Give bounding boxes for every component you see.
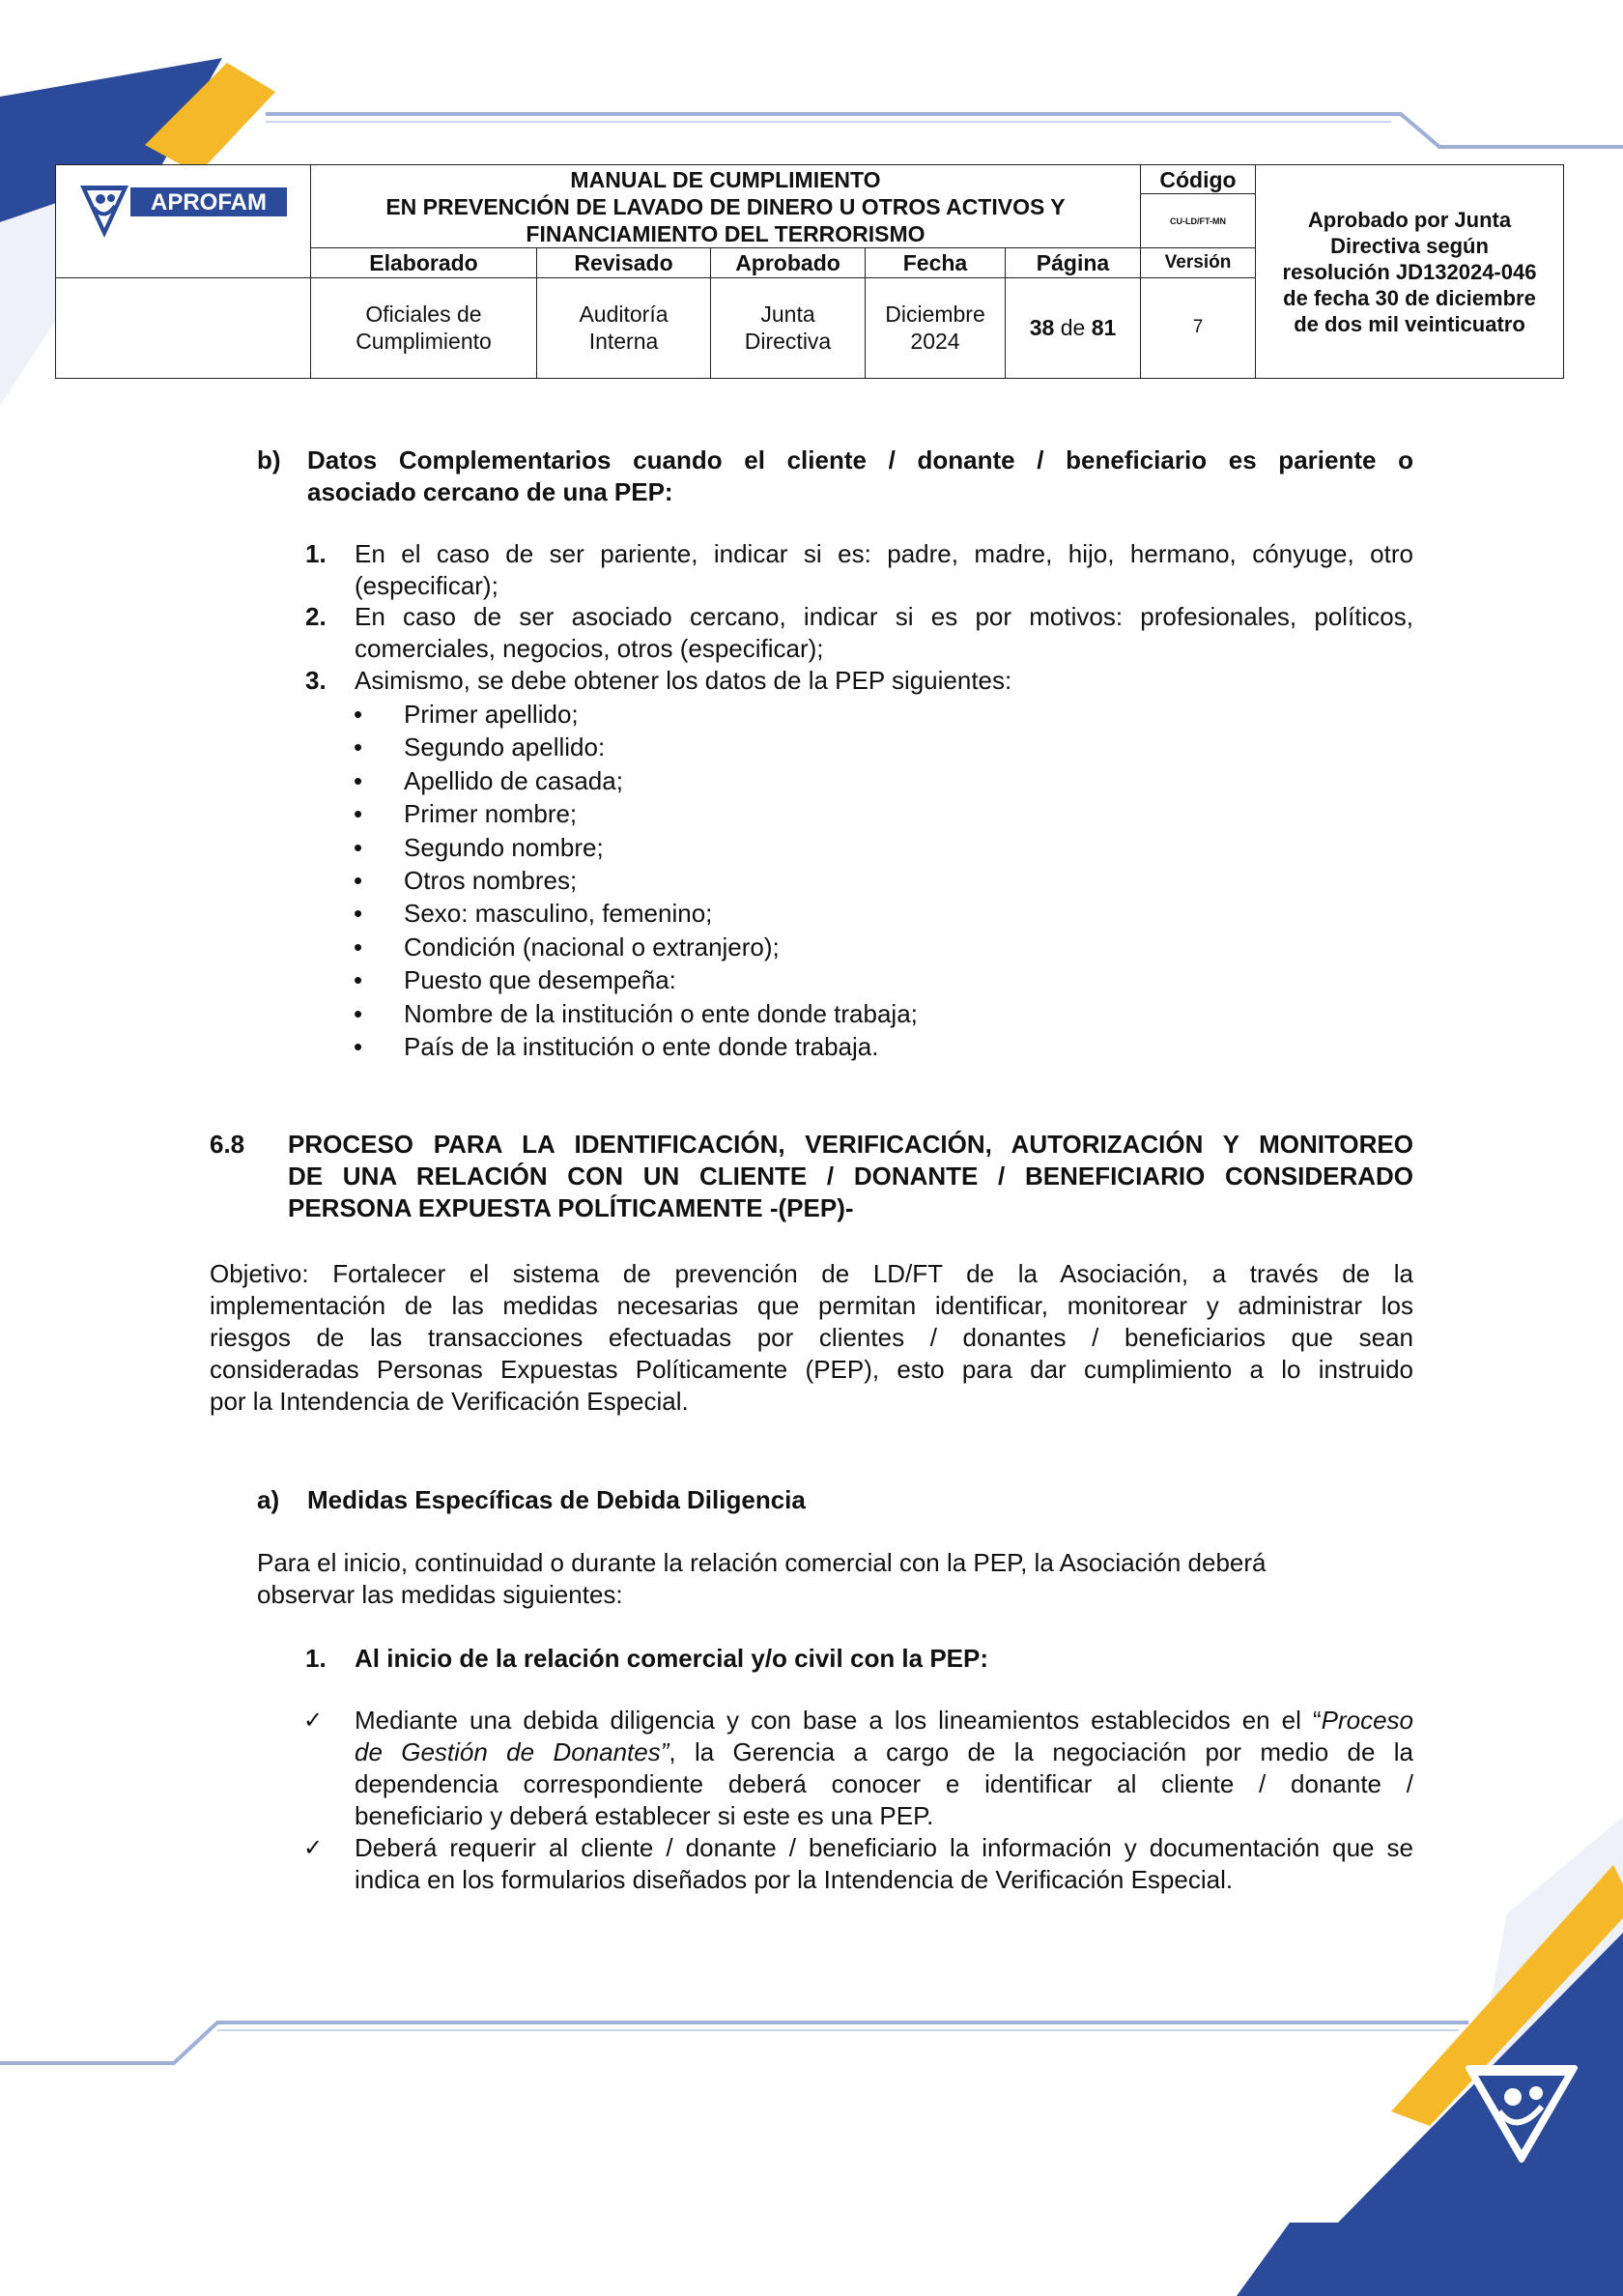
version-label: Versión <box>1141 248 1256 277</box>
bullet-icon: • <box>354 1031 363 1061</box>
bullet-icon: • <box>354 765 363 795</box>
col-elaborado: Elaborado <box>311 248 537 277</box>
checkmark-icon: ✓ <box>303 1708 324 1734</box>
col-revisado: Revisado <box>537 248 711 277</box>
bullet-item: • Otros nombres; <box>354 864 1223 897</box>
section-b-heading: Datos Complementarios cuando el cliente / donante / beneficiario es pariente o asociado cercano de una PEP: <box>307 445 1413 506</box>
list-item: En el caso de ser pariente, indicar si es: padre, madre, hijo, hermano, cónyuge, otro (especificar); <box>355 539 1413 600</box>
list-item-number: 3. <box>305 666 327 695</box>
logo-cell <box>56 165 311 278</box>
section-6-8-number: 6.8 <box>210 1130 245 1159</box>
top-rule-line <box>266 114 1623 147</box>
codigo-value: CU-LD/FT-MN <box>1141 194 1256 248</box>
col-pagina: Página <box>1006 248 1141 277</box>
objective-paragraph: Objetivo: Fortalecer el sistema de prevención de LD/FT de la Asociación, a través de la implementación de las medidas necesarias que permitan identificar, monitorear y administrar los riesgos de las transacciones efectuadas por clientes / donantes / beneficiarios que sean consideradas Personas Expuestas Políticamente (PEP), esto para dar cumplimiento a lo instruido por la Intendencia de Verificación Especial. <box>210 1259 1413 1416</box>
fecha-value: Diciembre 2024 <box>866 277 1006 379</box>
revisado-value: Auditoría Interna <box>537 277 711 379</box>
bullet-icon: • <box>354 732 363 762</box>
bullet-icon: • <box>354 932 363 961</box>
bullet-item: • Condición (nacional o extranjero); <box>354 931 1223 963</box>
bottom-rule-line <box>0 2023 1468 2063</box>
elaborado-value: Oficiales de Cumplimiento <box>311 277 537 379</box>
bullet-item: • Segundo apellido: <box>354 731 1223 763</box>
codigo-label: Código <box>1141 165 1256 194</box>
section-a-intro: Para el inicio, continuidad o durante la relación comercial con la PEP, la Asociación deberá observar las medidas siguientes: <box>257 1548 1267 1609</box>
sub-item-number: 1. <box>305 1644 327 1673</box>
bullet-item: • Apellido de casada; <box>354 764 1223 797</box>
svg-text:APROFAM: APROFAM <box>150 188 267 215</box>
page-number: 38 de 81 <box>1006 277 1141 379</box>
bullet-icon: • <box>354 865 363 895</box>
list-item: En caso de ser asociado cercano, indicar si es por motivos: profesionales, políticos, comerciales, negocios, otros (especificar); <box>355 602 1413 663</box>
bullet-icon: • <box>354 899 363 929</box>
col-aprobado: Aprobado <box>711 248 866 277</box>
bullet-item: • Puesto que desempeña: <box>354 963 1223 996</box>
bullet-item: • Primer nombre; <box>354 797 1223 830</box>
checkmark-icon: ✓ <box>303 1835 324 1861</box>
col-fecha: Fecha <box>866 248 1006 277</box>
aprobado-value: Junta Directiva <box>711 277 866 379</box>
aprofam-logo-icon <box>72 178 295 265</box>
bullet-item: • Segundo nombre; <box>354 831 1223 864</box>
section-b-marker: b) <box>257 445 281 474</box>
bullet-item: • Nombre de la institución o ente donde trabaja; <box>354 997 1223 1030</box>
section-a-heading: Medidas Específicas de Debida Diligencia <box>307 1485 806 1514</box>
bullet-item: • Primer apellido; <box>354 698 1223 731</box>
pep-data-bullet-list <box>354 698 1223 1063</box>
manual-title: MANUAL DE CUMPLIMIENTO EN PREVENCIÓN DE LAVADO DE DINERO U OTROS ACTIVOS Y FINANCIAMIENTO DEL TERRORISMO <box>311 165 1141 248</box>
approval-note: Aprobado por Junta Directiva según resolución JD132024-046 de fecha 30 de diciembre de dos mil veinticuatro <box>1256 165 1564 379</box>
list-item: Asimismo, se debe obtener los datos de la PEP siguientes: <box>355 666 1012 695</box>
bullet-item: • País de la institución o ente donde trabaja. <box>354 1030 1223 1063</box>
document-header-table <box>55 164 1564 379</box>
version-value: 7 <box>1141 277 1256 379</box>
bullet-icon: • <box>354 998 363 1028</box>
bullet-icon: • <box>354 832 363 862</box>
list-item-number: 2. <box>305 602 327 631</box>
sub-item-heading: Al inicio de la relación comercial y/o civil con la PEP: <box>355 1644 989 1673</box>
check-item: Mediante una debida diligencia y con base a los lineamientos establecidos en el “Proceso de Gestión de Donantes”, la Gerencia a cargo de la negociación por medio de la dependencia correspondiente deberá conocer e identificar al cliente / donante / beneficiario y deberá establecer si este es una PEP. <box>355 1706 1413 1830</box>
section-a-marker: a) <box>257 1485 280 1514</box>
bullet-item: • Sexo: masculino, femenino; <box>354 897 1223 930</box>
bullet-icon: • <box>354 799 363 829</box>
check-item: Deberá requerir al cliente / donante / beneficiario la información y documentación que se indica en los formularios diseñados por la Intendencia de Verificación Especial. <box>355 1833 1413 1894</box>
list-item-number: 1. <box>305 539 327 568</box>
bullet-icon: • <box>354 965 363 995</box>
bullet-icon: • <box>354 700 363 729</box>
section-6-8-title: PROCESO PARA LA IDENTIFICACIÓN, VERIFICACIÓN, AUTORIZACIÓN Y MONITOREO DE UNA RELACIÓN CON UN CLIENTE / DONANTE / BENEFICIARIO CONSIDERADO PERSONA EXPUESTA POLÍTICAMENTE -(PEP)- <box>288 1130 1413 1222</box>
